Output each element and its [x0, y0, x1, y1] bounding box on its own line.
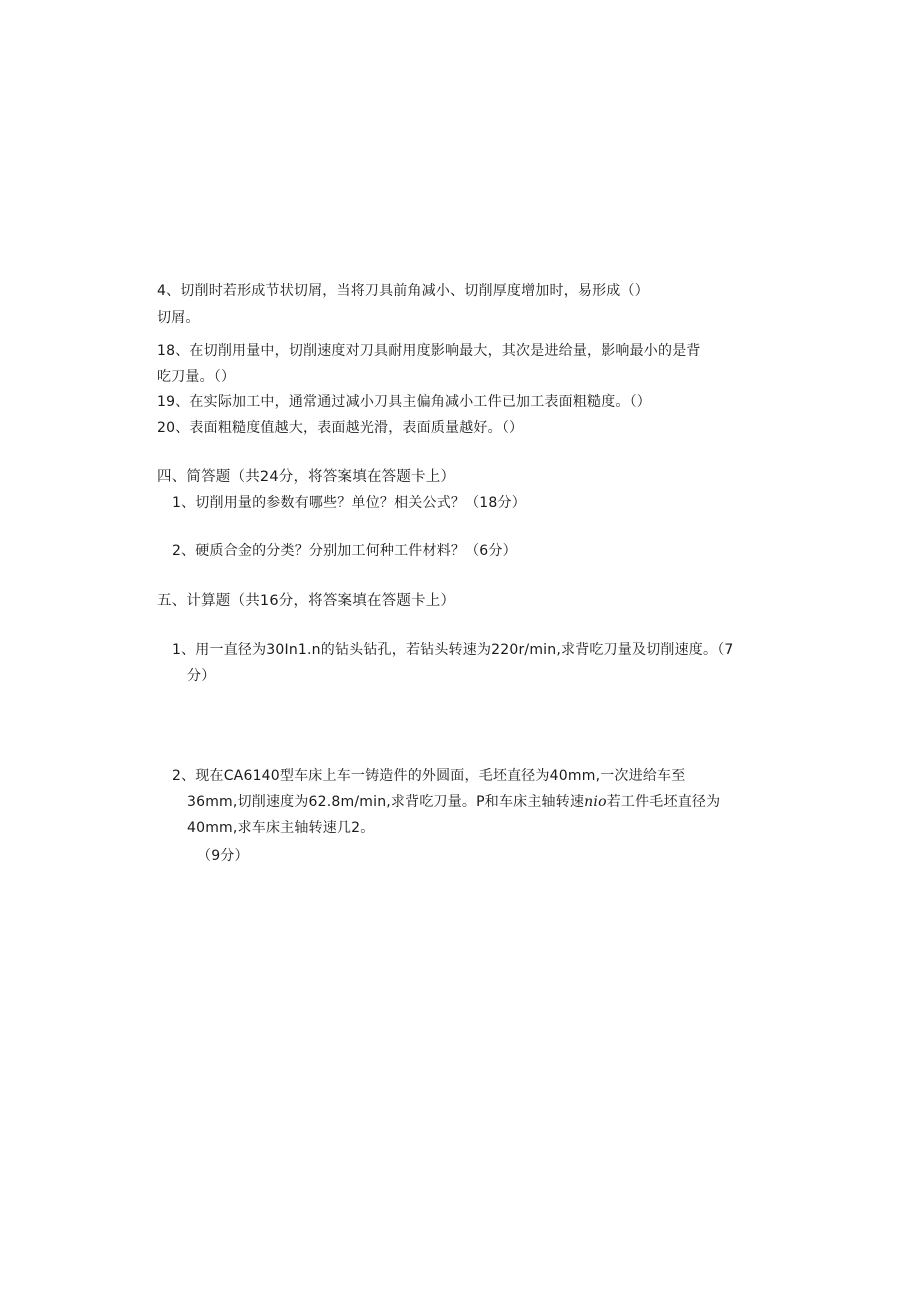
calculation-question-2-line-2	[187, 792, 720, 812]
short-answer-question-2: 2、硬质合金的分类？分别加工何种工件材料？（6分）	[172, 543, 517, 559]
spindle-speed-symbol: nio	[584, 794, 607, 810]
question-19: 19、在实际加工中，通常通过减小刀具主偏角减小工件已加工表面粗糙度。（）	[157, 394, 652, 410]
short-answer-question-1: 1、切削用量的参数有哪些？单位？相关公式？（18分）	[172, 495, 526, 511]
question-4-line-2: 切屑。	[157, 310, 200, 326]
calculation-question-2-line-3: 40mm,求车床主轴转速几2。	[187, 820, 375, 836]
calculation-question-2-line-2-end: 若工件毛坯直径为	[606, 794, 721, 810]
question-18-line-1: 18、在切削用量中，切削速度对刀具耐用度影响最大，其次是进给量，影响最小的是背	[157, 343, 701, 359]
section-short-answer-heading: 四、简答题（共24分，将答案填在答题卡上）	[157, 469, 456, 485]
calculation-question-1-line-2: 分）	[187, 668, 216, 684]
calculation-question-2-line-1: 2、现在CA6140型车床上车一铸造件的外圆面，毛坯直径为40mm,一次进给车至	[172, 768, 686, 784]
calculation-question-2-score: （9分）	[197, 848, 249, 864]
section-calculation-heading: 五、计算题（共16分，将答案填在答题卡上）	[157, 593, 456, 609]
calculation-question-2-line-2-start: 36mm,切削速度为62.8m/min,求背吃刀量。P和车床主轴转速	[187, 794, 585, 810]
question-18-line-2: 吃刀量。（）	[157, 369, 236, 385]
question-4-line-1: 4、切削时若形成节状切屑，当将刀具前角减小、切削厚度增加时，易形成（）	[157, 283, 649, 299]
calculation-question-1-line-1: 1、用一直径为30In1.n的钻头钻孔，若钻头转速为220r/min,求背吃刀量及切削速度。（7	[172, 642, 734, 658]
question-20: 20、表面粗糙度值越大，表面越光滑，表面质量越好。（）	[157, 420, 524, 436]
